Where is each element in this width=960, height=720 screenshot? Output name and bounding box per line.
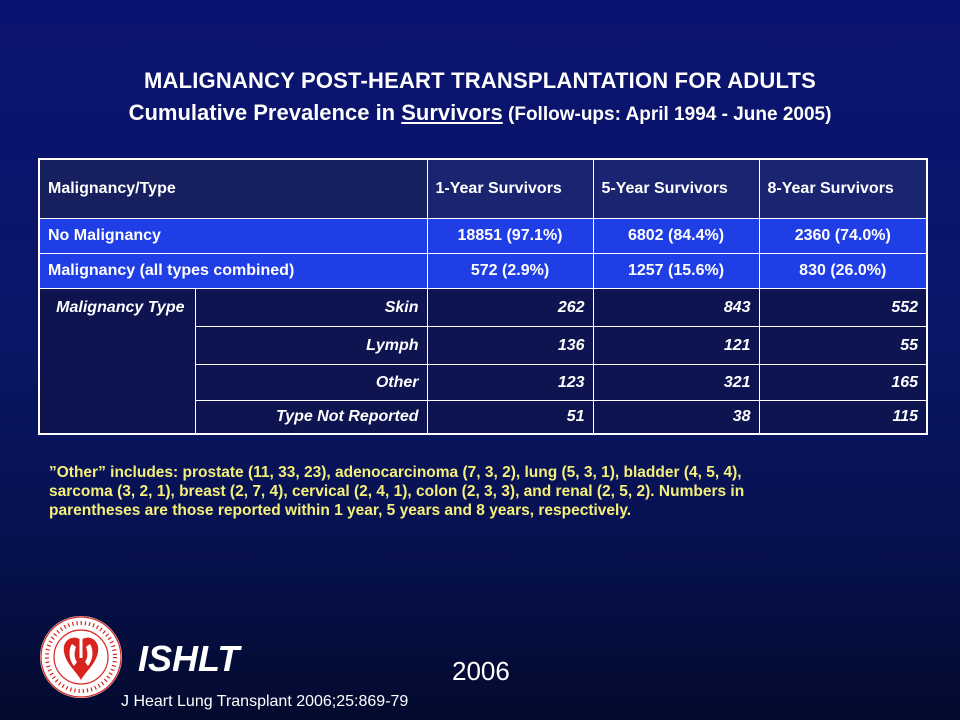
- table-cell: 51: [427, 401, 593, 435]
- row-label: No Malignancy: [39, 219, 427, 254]
- table-cell: 121: [593, 327, 759, 365]
- footnote: ”Other” includes: prostate (11, 33, 23), adenocarcinoma (7, 3, 2), lung (5, 3, 1), bladder (4, 5, 4), sarcoma (3, 2, 1), breast (2, 7, 4), cervical (2, 4, 1), colon (2, 3, 3), and renal (2, 5, 2). Numbers in parentheses are those reported within 1 year, 5 years and 8 years, respectively.: [49, 464, 745, 519]
- header-cell: Malignancy/Type: [39, 159, 427, 219]
- citation: J Heart Lung Transplant 2006;25:869-79: [121, 693, 409, 710]
- table-row: [39, 289, 927, 327]
- subtitle-main: Cumulative Prevalence in: [128, 100, 402, 125]
- row-label: Malignancy (all types combined): [39, 254, 427, 289]
- table-cell: 165: [759, 365, 927, 401]
- table-cell: 38: [593, 401, 759, 435]
- table-row: [39, 219, 927, 254]
- row-label: Type Not Reported: [195, 401, 427, 435]
- row-label: Lymph: [195, 327, 427, 365]
- table-cell: 55: [759, 327, 927, 365]
- table-cell: 262: [427, 289, 593, 327]
- malignancy-table: [38, 158, 928, 435]
- table-cell: 843: [593, 289, 759, 327]
- row-label: Skin: [195, 289, 427, 327]
- org-name: ISHLT: [138, 638, 240, 679]
- table-cell: 552: [759, 289, 927, 327]
- subtitle-followup: (Follow-ups: April 1994 - June 2005): [502, 104, 832, 125]
- table-cell: 572 (2.9%): [427, 254, 593, 289]
- table-header-row: [39, 159, 927, 219]
- header-cell: 1-Year Survivors: [427, 159, 593, 219]
- table-cell: 136: [427, 327, 593, 365]
- table-cell: 18851 (97.1%): [427, 219, 593, 254]
- row-label: Other: [195, 365, 427, 401]
- header-cell: 8-Year Survivors: [759, 159, 927, 219]
- slide-title: MALIGNANCY POST-HEART TRANSPLANTATION FOR ADULTS: [143, 68, 817, 93]
- table-cell: 115: [759, 401, 927, 435]
- header-cell: 5-Year Survivors: [593, 159, 759, 219]
- ishlt-logo-icon: [38, 614, 124, 700]
- table-cell: 123: [427, 365, 593, 401]
- table-cell: 2360 (74.0%): [759, 219, 927, 254]
- subtitle-underlined: Survivors: [401, 100, 503, 125]
- table-cell: 6802 (84.4%): [593, 219, 759, 254]
- slide-subtitle: [0, 100, 960, 126]
- year-label: 2006: [452, 656, 510, 686]
- table-cell: 321: [593, 365, 759, 401]
- table-cell: 830 (26.0%): [759, 254, 927, 289]
- malignancy-type-group-label: Malignancy Type: [39, 289, 195, 435]
- table-row: [39, 254, 927, 289]
- table-cell: 1257 (15.6%): [593, 254, 759, 289]
